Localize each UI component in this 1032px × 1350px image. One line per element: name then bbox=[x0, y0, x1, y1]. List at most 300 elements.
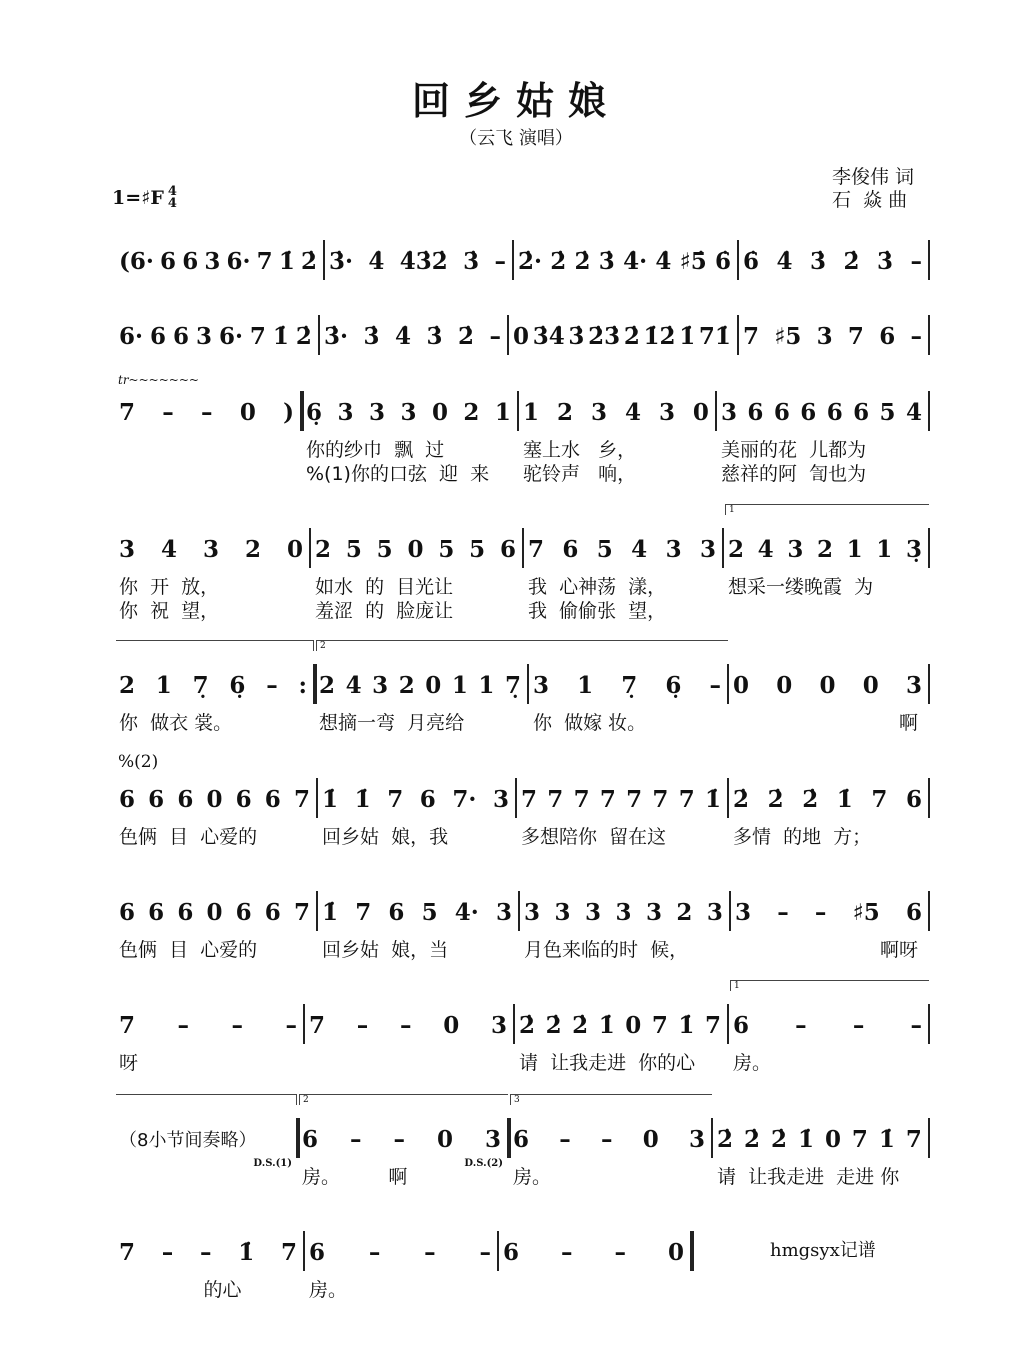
measure-notes bbox=[524, 899, 723, 926]
measure bbox=[113, 1008, 303, 1042]
note: 0 bbox=[425, 671, 442, 699]
lyric-text: 的心 bbox=[119, 1279, 242, 1301]
note: 1̇2̇ bbox=[643, 322, 676, 350]
lyric-text: 房。 bbox=[309, 1279, 348, 1301]
note: 2 bbox=[119, 671, 136, 699]
measure bbox=[518, 895, 729, 929]
measure bbox=[113, 782, 316, 816]
note: 6 bbox=[905, 898, 922, 926]
barline bbox=[323, 240, 325, 280]
note: 3 bbox=[492, 785, 509, 813]
measure bbox=[737, 319, 928, 353]
note: 3 bbox=[721, 398, 738, 426]
note: 2̇ bbox=[802, 785, 819, 813]
barline bbox=[518, 891, 520, 931]
measure bbox=[316, 782, 515, 816]
lyric-text: 请 让我走进 你的心 bbox=[519, 1052, 696, 1074]
note: – bbox=[266, 671, 278, 699]
staff-system bbox=[0, 1235, 1032, 1301]
barline bbox=[727, 664, 729, 704]
measure bbox=[113, 395, 300, 429]
barline bbox=[512, 240, 514, 280]
measure bbox=[318, 319, 507, 353]
note: ♯5̇ bbox=[679, 247, 707, 275]
note: 7 bbox=[119, 1011, 136, 1039]
measure bbox=[309, 532, 522, 566]
barline bbox=[928, 391, 930, 431]
note: 3 bbox=[204, 247, 221, 275]
note: (6· bbox=[119, 247, 154, 275]
barline bbox=[303, 1231, 305, 1271]
note: 1 bbox=[577, 671, 594, 699]
note: 3 bbox=[554, 898, 571, 926]
note: 4 bbox=[631, 535, 648, 563]
measure-notes bbox=[119, 672, 307, 699]
measure bbox=[303, 1235, 497, 1269]
lyric-text: 你 做衣 裳。 bbox=[119, 712, 233, 734]
note: ♯5 bbox=[774, 322, 802, 350]
measure-notes bbox=[518, 248, 731, 275]
note: – bbox=[285, 1011, 297, 1039]
note: 0 bbox=[286, 535, 303, 563]
note: 3 bbox=[905, 671, 922, 699]
note: 7 bbox=[256, 247, 273, 275]
note: 0 bbox=[206, 785, 223, 813]
measure-notes bbox=[503, 1239, 684, 1266]
note: – bbox=[795, 1011, 807, 1039]
measure-notes bbox=[733, 672, 922, 699]
song-title: 回乡姑娘 bbox=[411, 79, 620, 123]
note: 6 bbox=[773, 398, 790, 426]
note: 0 bbox=[819, 671, 836, 699]
lyric-text: 想采一缕晚霞 为 bbox=[728, 576, 874, 598]
measure bbox=[113, 1122, 296, 1156]
note: 7 bbox=[743, 322, 760, 350]
time-top: 4 bbox=[167, 184, 177, 199]
note: 6 bbox=[148, 898, 165, 926]
lyric-text: 啊 bbox=[898, 712, 918, 734]
note: 2̇ bbox=[295, 322, 312, 350]
measure-notes bbox=[728, 536, 922, 563]
staff-system bbox=[0, 981, 1032, 1074]
note: 5 bbox=[469, 535, 486, 563]
note: 2 bbox=[463, 398, 480, 426]
measure bbox=[727, 1008, 928, 1042]
transcriber-credit: hmgsyx记谱 bbox=[770, 1240, 876, 1261]
measure bbox=[113, 319, 318, 353]
note: – bbox=[231, 1011, 243, 1039]
note: 3 bbox=[533, 671, 550, 699]
note: 6 bbox=[562, 535, 579, 563]
note: 2 bbox=[816, 535, 833, 563]
note: 4̇ bbox=[655, 247, 672, 275]
measure-notes bbox=[322, 899, 512, 926]
note: 4̇ bbox=[395, 322, 412, 350]
measure bbox=[113, 895, 316, 929]
note: 7· bbox=[452, 785, 477, 813]
lyric-text: 多情 的地 方； bbox=[733, 826, 872, 848]
note: 7 bbox=[651, 1011, 668, 1039]
note: 2̇ bbox=[574, 247, 591, 275]
barline bbox=[507, 1118, 511, 1158]
lyric-text: 色俩 目 心爱的 bbox=[119, 826, 258, 848]
note: 7 bbox=[626, 785, 643, 813]
note: 6 bbox=[149, 322, 166, 350]
note: – bbox=[910, 247, 922, 275]
note: – bbox=[393, 1125, 405, 1153]
note: 2 bbox=[728, 535, 745, 563]
note: 3̇ bbox=[877, 247, 894, 275]
measure bbox=[527, 668, 727, 702]
note: 4̇ bbox=[776, 247, 793, 275]
measure bbox=[323, 244, 512, 278]
measure bbox=[313, 668, 527, 702]
lyric-text: 慈祥的阿 訇也为 bbox=[721, 463, 867, 485]
note: 7 bbox=[678, 785, 695, 813]
note: 3 bbox=[337, 398, 354, 426]
note: 6 bbox=[309, 1238, 326, 1266]
barline bbox=[296, 1118, 300, 1158]
note: 0 bbox=[625, 1011, 642, 1039]
measure-notes bbox=[119, 399, 294, 426]
note: 7 bbox=[871, 785, 888, 813]
barline bbox=[722, 528, 724, 568]
barline bbox=[727, 1004, 729, 1044]
note: 5 bbox=[438, 535, 455, 563]
note: 1 bbox=[523, 398, 540, 426]
measure-notes bbox=[119, 899, 310, 926]
lyric-text: 你 祝 望， bbox=[119, 600, 220, 622]
lyric-text: 你 做嫁 妆。 bbox=[533, 712, 647, 734]
note: 2̇ bbox=[519, 1011, 536, 1039]
lyric-text: 啊呀 bbox=[879, 939, 918, 961]
note: 4 bbox=[757, 535, 774, 563]
note: – bbox=[350, 1125, 362, 1153]
note: 3̇· bbox=[329, 247, 354, 275]
measure bbox=[113, 668, 313, 702]
note: 0 bbox=[513, 322, 530, 350]
lyric-text: 多想陪你 留在这 bbox=[521, 826, 667, 848]
note: 1̇ bbox=[797, 1125, 814, 1153]
note: 0 bbox=[431, 398, 448, 426]
note: 7 bbox=[905, 1125, 922, 1153]
barline bbox=[690, 1231, 694, 1271]
staff-system bbox=[0, 895, 1032, 961]
barline bbox=[515, 778, 517, 818]
note: 3̇ bbox=[810, 247, 827, 275]
measure-notes bbox=[319, 672, 521, 699]
note: 7 bbox=[704, 1011, 721, 1039]
barline bbox=[928, 891, 930, 931]
note: 4· bbox=[454, 898, 479, 926]
note: 6 bbox=[182, 247, 199, 275]
note: 3 bbox=[119, 535, 136, 563]
note: 7 bbox=[547, 785, 564, 813]
note: 3 bbox=[665, 535, 682, 563]
volta-bracket bbox=[116, 640, 314, 651]
lyric-text: 我 偷偷张 望， bbox=[528, 600, 667, 622]
note: – bbox=[600, 1125, 613, 1153]
note: 7 bbox=[599, 785, 616, 813]
lyric-text: 想摘一弯 月亮给 bbox=[319, 712, 465, 734]
measure-notes bbox=[306, 399, 511, 426]
note: 6 bbox=[235, 898, 252, 926]
measure bbox=[512, 244, 737, 278]
measure bbox=[727, 782, 928, 816]
lyric-text: 羞涩 的 脸庞让 bbox=[315, 600, 454, 622]
staff-system bbox=[0, 1095, 1032, 1188]
barline bbox=[928, 664, 930, 704]
note: – bbox=[356, 1011, 369, 1039]
barline bbox=[928, 528, 930, 568]
note: 1̇ bbox=[322, 898, 339, 926]
note: 2 bbox=[676, 898, 693, 926]
barline bbox=[507, 315, 509, 355]
note: 3 bbox=[368, 398, 385, 426]
barline bbox=[313, 664, 317, 704]
measure-notes bbox=[309, 1239, 491, 1266]
note: 1 bbox=[494, 398, 511, 426]
note: 2̇ bbox=[623, 322, 640, 350]
note: 2̇ bbox=[733, 785, 750, 813]
note: 6 bbox=[264, 898, 281, 926]
note: 6 bbox=[800, 398, 817, 426]
measure bbox=[722, 532, 928, 566]
measure-notes bbox=[521, 786, 721, 813]
measure-notes bbox=[315, 536, 516, 563]
note: 1 bbox=[876, 535, 893, 563]
note: 7 bbox=[528, 535, 545, 563]
note: – bbox=[424, 1238, 436, 1266]
note: 1̇ bbox=[704, 785, 721, 813]
measure-notes bbox=[322, 786, 509, 813]
barline bbox=[316, 778, 318, 818]
barline bbox=[928, 778, 930, 818]
lyric-text: 你 开 放， bbox=[119, 576, 220, 598]
lyric-text: 驼铃声 响， bbox=[523, 463, 637, 485]
note: 0 bbox=[642, 1125, 659, 1153]
barline bbox=[309, 528, 311, 568]
note: 3̇· bbox=[324, 322, 349, 350]
note: 4 bbox=[160, 535, 177, 563]
volta-label: 2 bbox=[303, 1095, 309, 1105]
staff-system bbox=[0, 641, 1032, 734]
note: : bbox=[298, 671, 307, 699]
note: 2 bbox=[315, 535, 332, 563]
note: 2̇· bbox=[518, 247, 543, 275]
barline bbox=[729, 891, 731, 931]
barline bbox=[737, 315, 739, 355]
note: 2̇ bbox=[458, 322, 475, 350]
note: 7 bbox=[293, 898, 310, 926]
note: – bbox=[852, 1011, 865, 1039]
note: – bbox=[777, 898, 789, 926]
measure-notes bbox=[523, 399, 709, 426]
note: 0 bbox=[667, 1238, 684, 1266]
note: 3̇ bbox=[598, 247, 615, 275]
lyric-text: 回乡姑 娘，我 bbox=[322, 826, 449, 848]
note: 6 bbox=[747, 398, 764, 426]
note: 1 bbox=[846, 535, 863, 563]
note: 6̇ bbox=[743, 247, 760, 275]
barline bbox=[711, 1118, 713, 1158]
note: 6 bbox=[499, 535, 516, 563]
measure-notes bbox=[324, 323, 501, 350]
measure-notes bbox=[717, 1126, 922, 1153]
measure-notes bbox=[329, 248, 506, 275]
key: 1=♯F bbox=[112, 187, 164, 209]
note: 6 bbox=[177, 898, 194, 926]
note: 0 bbox=[776, 671, 793, 699]
note: 7 bbox=[521, 785, 538, 813]
key-signature bbox=[112, 186, 177, 210]
lyric-text: 呀 bbox=[119, 1052, 139, 1074]
note: 1̇ bbox=[878, 1125, 895, 1153]
note: 7 bbox=[355, 898, 372, 926]
note: 3 bbox=[490, 1011, 507, 1039]
note: 4̇ bbox=[368, 247, 385, 275]
note: 5 bbox=[376, 535, 393, 563]
barline bbox=[517, 391, 519, 431]
measure bbox=[517, 395, 715, 429]
note: 3 bbox=[735, 898, 752, 926]
note: 6 bbox=[733, 1011, 750, 1039]
measure bbox=[113, 1235, 303, 1269]
note: – bbox=[489, 322, 501, 350]
note: 2̇ bbox=[572, 1011, 589, 1039]
note: – bbox=[709, 671, 721, 699]
note: 6· bbox=[218, 322, 243, 350]
note: 7 bbox=[387, 785, 404, 813]
note: 6· bbox=[226, 247, 251, 275]
note: 6 bbox=[879, 322, 896, 350]
note: 6̣ bbox=[306, 398, 323, 426]
volta-bracket bbox=[299, 1094, 508, 1105]
measure-notes bbox=[519, 1012, 721, 1039]
note: ) bbox=[283, 398, 294, 426]
note: 6 bbox=[905, 785, 922, 813]
note: 0 bbox=[733, 671, 750, 699]
note: 3̇ bbox=[568, 322, 585, 350]
note: 4 bbox=[905, 398, 922, 426]
note: 6 bbox=[148, 785, 165, 813]
note: 1̇ bbox=[679, 322, 696, 350]
measure-notes bbox=[743, 323, 922, 350]
trill-mark: tr~~~~~~~ bbox=[118, 373, 199, 387]
note: 7 bbox=[119, 398, 136, 426]
lyric-text: 房。 bbox=[733, 1052, 772, 1074]
volta-bracket bbox=[510, 1094, 712, 1105]
lyric-text: 色俩 目 心爱的 bbox=[119, 939, 258, 961]
note: 6 bbox=[419, 785, 436, 813]
measure-notes bbox=[733, 1012, 922, 1039]
note: 1̇ bbox=[278, 247, 295, 275]
note: 6· bbox=[119, 322, 144, 350]
note: 1 bbox=[451, 671, 468, 699]
barline bbox=[715, 391, 717, 431]
note: 0 bbox=[443, 1011, 460, 1039]
note: 7 bbox=[293, 785, 310, 813]
measure bbox=[296, 1122, 507, 1156]
note: 5 bbox=[879, 398, 896, 426]
note: 0 bbox=[692, 398, 709, 426]
note: 0 bbox=[436, 1125, 453, 1153]
measure bbox=[522, 532, 722, 566]
note: 3 bbox=[590, 398, 607, 426]
measure-notes bbox=[119, 1239, 297, 1266]
measure-notes bbox=[735, 899, 922, 926]
note: 6 bbox=[503, 1238, 520, 1266]
note: 3 bbox=[787, 535, 804, 563]
note: 2̇ bbox=[743, 1125, 760, 1153]
performer-subtitle: （云飞 演唱） bbox=[459, 128, 573, 149]
barline bbox=[316, 891, 318, 931]
measure-notes bbox=[533, 672, 721, 699]
note: 6 bbox=[302, 1125, 319, 1153]
note: 0 bbox=[862, 671, 879, 699]
note: 7 bbox=[847, 322, 864, 350]
note: 6 bbox=[513, 1125, 530, 1153]
note: 3 bbox=[658, 398, 675, 426]
barline bbox=[513, 1004, 515, 1044]
measure-notes bbox=[513, 1126, 705, 1153]
note: 2 bbox=[244, 535, 261, 563]
note: 0 bbox=[407, 535, 424, 563]
measure-notes bbox=[119, 248, 317, 275]
measure bbox=[513, 1008, 727, 1042]
note: 4 bbox=[345, 671, 362, 699]
note: 5 bbox=[421, 898, 438, 926]
note: 3 bbox=[816, 322, 833, 350]
note: 6 bbox=[160, 247, 177, 275]
note: – bbox=[814, 898, 827, 926]
measure bbox=[515, 782, 727, 816]
measure-notes bbox=[309, 1012, 507, 1039]
note: 3 bbox=[524, 898, 541, 926]
measure-notes bbox=[119, 536, 303, 563]
note: 7 bbox=[851, 1125, 868, 1153]
barline bbox=[928, 1004, 930, 1044]
measure bbox=[497, 1235, 690, 1269]
note: 7 bbox=[119, 1238, 136, 1266]
barline bbox=[522, 528, 524, 568]
barline bbox=[928, 1118, 930, 1158]
note: ♯5 bbox=[852, 898, 880, 926]
dal-segno-mark: D.S.(2) bbox=[464, 1158, 503, 1169]
note: 2̇ bbox=[770, 1125, 787, 1153]
note: 0 bbox=[239, 398, 256, 426]
note: 4̇· bbox=[623, 247, 648, 275]
measure bbox=[300, 395, 517, 429]
note: 3 bbox=[372, 671, 389, 699]
lyric-text: 美丽的花 儿都为 bbox=[721, 439, 867, 461]
barline bbox=[928, 240, 930, 280]
staff-system bbox=[0, 244, 1032, 304]
note: 7 bbox=[309, 1011, 326, 1039]
note: 3 bbox=[706, 898, 723, 926]
note: 7̣ bbox=[621, 671, 638, 699]
volta-bracket bbox=[316, 640, 728, 651]
note: 6 bbox=[853, 398, 870, 426]
time-signature bbox=[168, 186, 177, 210]
staff-system bbox=[0, 319, 1032, 379]
measure-notes bbox=[733, 786, 922, 813]
volta-label: 1 bbox=[734, 981, 740, 991]
note: 5 bbox=[596, 535, 613, 563]
note: 6 bbox=[177, 785, 194, 813]
measure bbox=[303, 1008, 513, 1042]
note: 2̇ bbox=[300, 247, 317, 275]
